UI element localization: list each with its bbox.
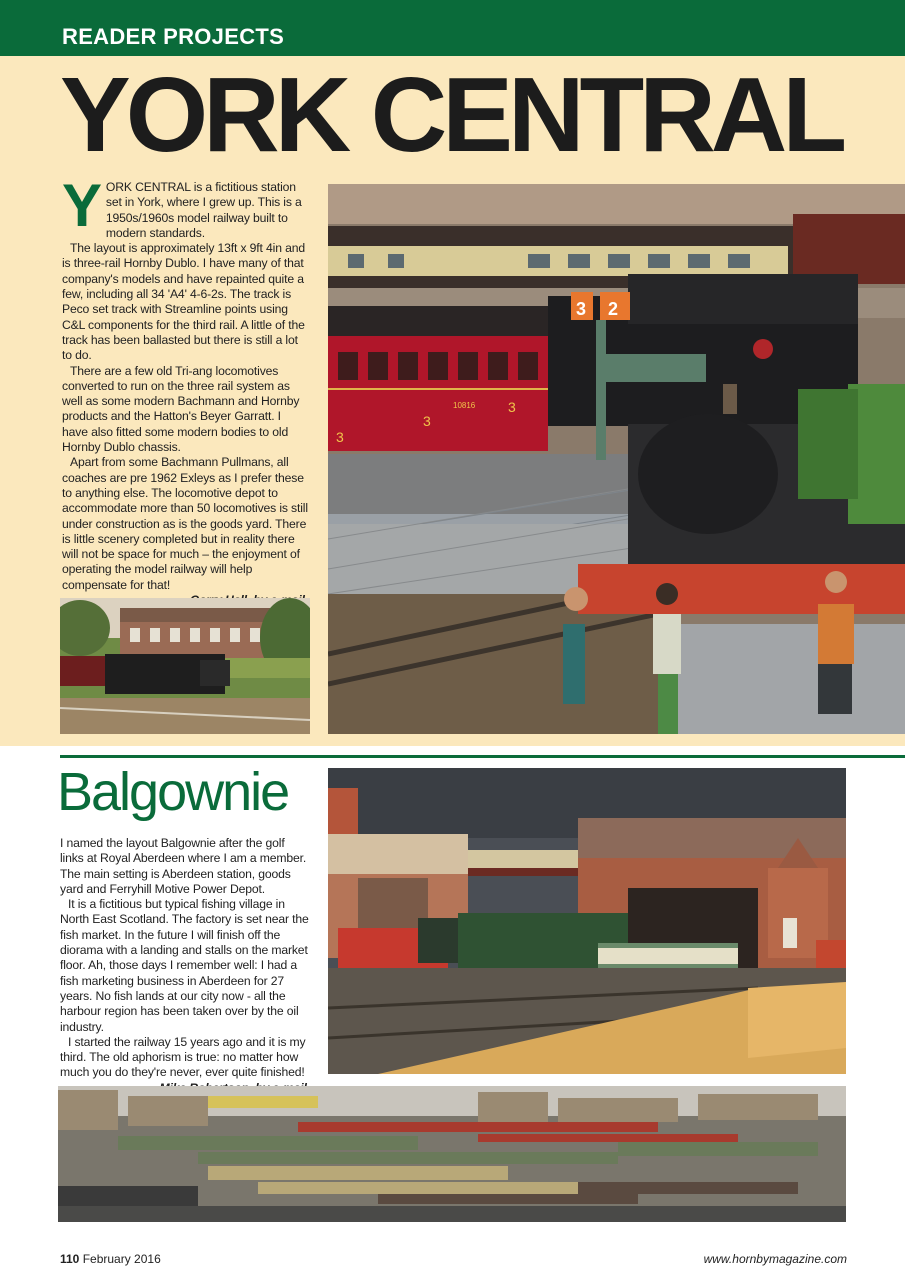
york-central-small-photo	[60, 598, 310, 734]
article-paragraph: There are a few old Tri-ang locomotives converted to run on the three rail system as well as some modern Bachmann and Hornby products and the Hatton's Beyer Garratt. I have also fitted some modern bodies to old Hornby Dublo chassis.	[62, 363, 300, 455]
coach-class-number: 3	[508, 399, 516, 415]
coach-class-number: 3	[336, 429, 344, 445]
article-paragraph: I named the layout Balgownie after the golf links at Royal Aberdeen where I am a member. The main setting is Aberdeen station, goods yard and Ferryhill Motive Power Depot.	[60, 836, 307, 896]
york-central-article	[62, 172, 308, 608]
balgownie-panorama-photo	[58, 1086, 846, 1222]
page-number: 110	[60, 1252, 80, 1266]
article-paragraph: Apart from some Bachmann Pullmans, all coaches are pre 1962 Exleys as I prefer these to anything else. The locomotive depot to accommodate more than 50 locomotives is still under construction as is the goods yard. There is little scenery completed but in reality there will not be space for much – the enjoyment of operating the model railway will help compensate for that!	[62, 455, 308, 592]
article-paragraph: I started the railway 15 years ago and it is my third. The old aphorism is true: no matter how much you do they're never, ever quite finished!	[60, 1034, 306, 1080]
york-central-main-photo	[328, 184, 905, 734]
coach-class-number: 3	[423, 413, 431, 429]
platform-number-sign: 3	[576, 299, 587, 319]
page-footer-issue	[60, 1252, 161, 1266]
york-central-title: YORK CENTRAL	[60, 56, 843, 174]
article-paragraph: ORK CENTRAL is a fictitious station set in York, where I grew up. This is a 1950s/1960s model railway built to modern standards.	[105, 180, 302, 240]
balgownie-main-photo	[328, 768, 846, 1074]
balgownie-article	[60, 836, 310, 1096]
article-paragraph: The layout is approximately 13ft x 9ft 4in and is three-rail Hornby Dublo. I have many of that company's models and have repainted quite a few, including all 34 'A4' 4-6-2s. The track is Peco set track with Streamline points using C&L components for the third rail. A little of the track has been ballasted but there is still a lot to do.	[62, 241, 305, 363]
balgownie-title: Balgownie	[57, 762, 289, 822]
drop-cap: Y	[62, 172, 102, 239]
platform-number-sign: 2	[608, 299, 619, 319]
section-label: READER PROJECTS	[62, 24, 285, 49]
magazine-url: www.hornbymagazine.com	[703, 1252, 847, 1266]
issue-date: February 2016	[82, 1252, 161, 1266]
section-divider	[60, 755, 905, 758]
article-paragraph: It is a fictitious but typical fishing village in North East Scotland. The factory is set near the fish market. In the future I will finish off the diorama with a landing and stalls on the market floor. Ah, those days I remember well: I had a fish marketing business in Aberdeen for 27 years. No fish lands at our city now - all the harbour region has been taken over by the oil industry.	[60, 897, 309, 1034]
coach-number: 10816	[453, 401, 476, 410]
